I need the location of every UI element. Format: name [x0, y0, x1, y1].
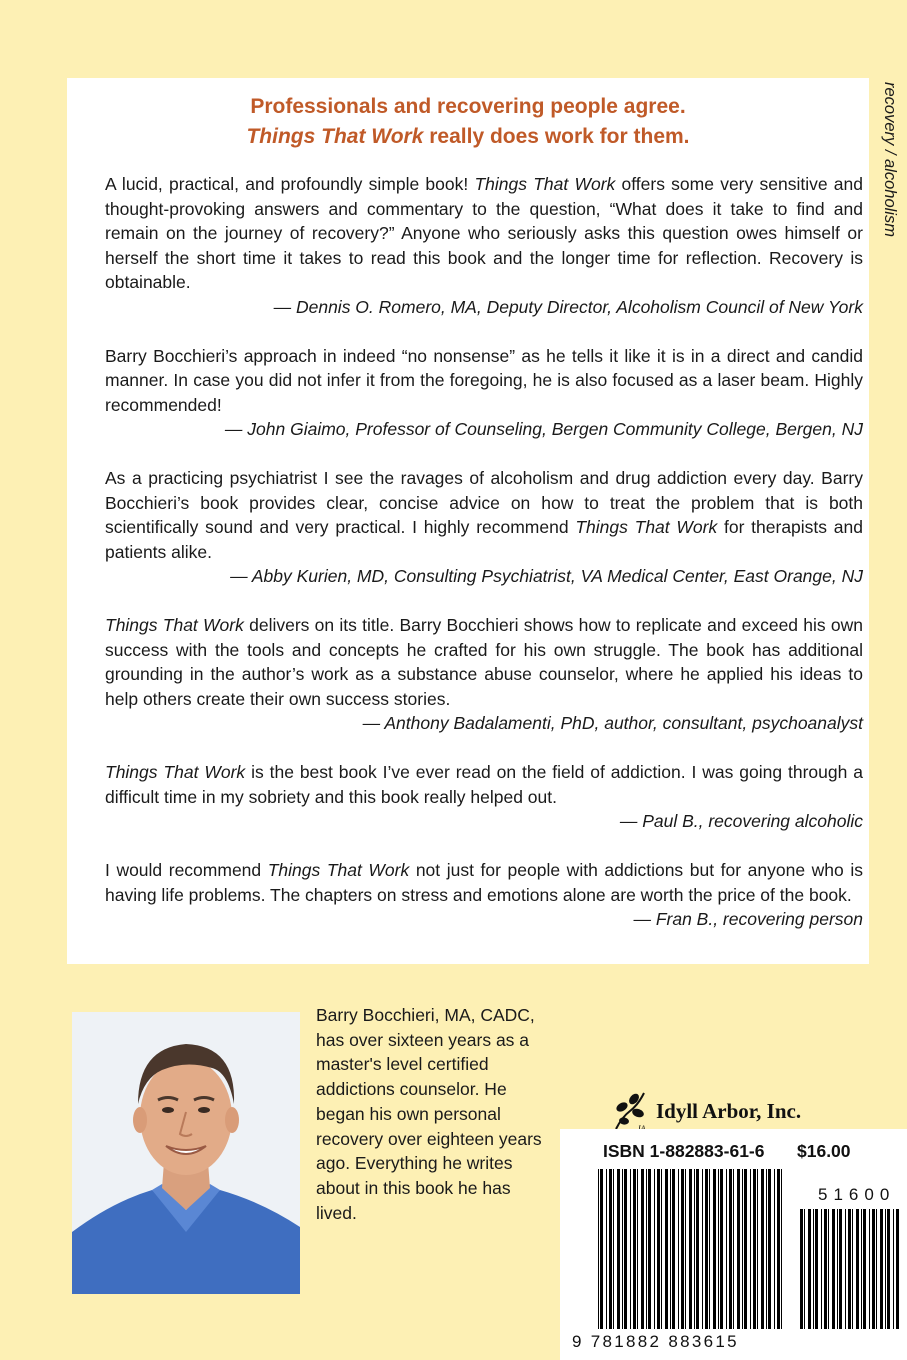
- barcode-bar: [681, 1169, 684, 1329]
- barcode-bar: [852, 1209, 853, 1329]
- barcode-bar: [654, 1169, 655, 1329]
- barcode-bar: [848, 1209, 851, 1329]
- review-text-part: I would recommend: [105, 860, 268, 880]
- headline-line-1: Professionals and recovering people agree.: [250, 95, 686, 118]
- barcode-bar: [887, 1209, 890, 1329]
- barcode-bar: [702, 1169, 703, 1329]
- addon-digits: 51600: [818, 1185, 896, 1204]
- barcode-bar: [713, 1169, 716, 1329]
- review-text-part: delivers on its title. Barry Bocchieri shows how to replicate and exceed his own success with the tools and concepts he crafted for his own struggle. The book has additional grounding in the author’s work as a substance abuse counselor, where he applied his ideas to help others create their own success stories.: [105, 615, 863, 709]
- barcode-bar: [744, 1169, 747, 1329]
- barcode-bar: [606, 1169, 607, 1329]
- author-photo: [72, 1012, 300, 1294]
- review-attribution: — Dennis O. Romero, MA, Deputy Director, Alcoholism Council of New York: [273, 296, 863, 317]
- isbn-number: ISBN 1-882883-61-6: [603, 1141, 765, 1161]
- review-quote: [105, 858, 863, 932]
- headline: [67, 92, 869, 152]
- barcode-bar: [737, 1169, 740, 1329]
- barcode-bar: [598, 1169, 599, 1329]
- spine-category: recovery / alcoholism: [881, 82, 899, 237]
- review-quote: [105, 344, 863, 442]
- review-quote: [105, 760, 863, 834]
- review-text-part: not just for people with addictions but for anyone who is having life problems. The chapters on stress and emotions alone are worth the price of the book.: [105, 860, 863, 905]
- barcode-bar: [832, 1209, 835, 1329]
- barcode-bar: [872, 1209, 875, 1329]
- review-quotes: [105, 172, 863, 956]
- author-bio: Barry Bocchieri, MA, CADC, has over sixteen years as a master's level certified addictions counselor. He began his own personal recovery over eighteen years ago. Everything he writes about in this book he has lived.: [316, 1005, 542, 1223]
- review-quote: [105, 466, 863, 589]
- headline-line-2: [67, 122, 869, 152]
- review-text: [105, 466, 863, 564]
- review-text-part: As a practicing psychiatrist I see the ravages of alcoholism and drug addiction every day. Barry Bocchieri’s book provides clear, concise advice on how to treat the problem that is both scientifically sound and very practical. I highly recommend: [105, 468, 863, 537]
- barcode-bar: [685, 1169, 686, 1329]
- review-text-part: for therapists and patients alike.: [105, 517, 863, 562]
- barcode-bar: [696, 1169, 699, 1329]
- barcode-bar: [777, 1169, 780, 1329]
- review-text-part: is the best book I’ve ever read on the field of addiction. I was going through a difficult time in my sobriety and this book really helped out.: [105, 762, 863, 807]
- review-attribution: — Fran B., recovering person: [633, 909, 863, 929]
- barcode-bar: [761, 1169, 764, 1329]
- barcode-bar: [781, 1169, 782, 1329]
- review-text-part: A lucid, practical, and profoundly simple book!: [105, 174, 475, 194]
- barcode-bar: [661, 1169, 662, 1329]
- barcode-area: [560, 1129, 907, 1360]
- review-attribution: — Anthony Badalamenti, PhD, author, consultant, psychoanalyst: [362, 713, 863, 733]
- barcode-bar: [863, 1209, 866, 1329]
- barcode-bar: [729, 1169, 732, 1329]
- barcode-bar: [648, 1169, 651, 1329]
- leaf-logo-icon: [612, 1089, 648, 1133]
- barcode-bar: [828, 1209, 829, 1329]
- review-text: [105, 613, 863, 711]
- review-text: [105, 172, 863, 295]
- barcode-bar: [845, 1209, 846, 1329]
- barcode-bar: [678, 1169, 679, 1329]
- barcode-bar: [893, 1209, 894, 1329]
- review-text: [105, 858, 863, 907]
- barcode-bar: [800, 1209, 803, 1329]
- barcode-bar: [766, 1169, 767, 1329]
- review-text: [105, 760, 863, 809]
- barcode-bar: [856, 1209, 859, 1329]
- barcode-bar: [672, 1169, 675, 1329]
- book-title-italic: Things That Work: [267, 860, 410, 880]
- barcode-bar: [694, 1169, 695, 1329]
- barcode-bar: [637, 1169, 638, 1329]
- barcode-bar: [600, 1169, 603, 1329]
- barcode-bar: [689, 1169, 692, 1329]
- barcode-bar: [613, 1169, 614, 1329]
- barcode-bar: [815, 1209, 818, 1329]
- barcode-bar: [641, 1169, 644, 1329]
- barcode-bar: [774, 1169, 775, 1329]
- review-text: [105, 344, 863, 418]
- barcode-bar: [705, 1169, 708, 1329]
- barcode-bar: [869, 1209, 870, 1329]
- book-title-italic: Things That Work: [105, 615, 244, 635]
- barcode-bar: [630, 1169, 631, 1329]
- book-title-italic: Things That Work: [474, 174, 616, 194]
- barcode-bar: [839, 1209, 842, 1329]
- review-attribution: — Abby Kurien, MD, Consulting Psychiatrist, VA Medical Center, East Orange, NJ: [230, 566, 863, 586]
- barcode-bar: [646, 1169, 647, 1329]
- barcode-bar: [768, 1169, 771, 1329]
- barcode-bar: [726, 1169, 727, 1329]
- barcode-bar: [624, 1169, 627, 1329]
- barcode-bar: [750, 1169, 751, 1329]
- barcode-bar: [633, 1169, 636, 1329]
- barcode-bar: [861, 1209, 862, 1329]
- barcode-bar: [808, 1209, 811, 1329]
- author-portrait-illustration: [72, 1012, 300, 1294]
- barcode-bar: [824, 1209, 827, 1329]
- barcode-bar: [718, 1169, 719, 1329]
- publisher-name: Idyll Arbor, Inc.: [656, 1098, 802, 1123]
- book-title-italic: Things That Work: [105, 762, 246, 782]
- barcode-bars: [560, 1129, 907, 1360]
- barcode-bar: [896, 1209, 899, 1329]
- price-label: $16.00: [797, 1141, 851, 1161]
- barcode-bar: [742, 1169, 743, 1329]
- review-text-part: Barry Bocchieri’s approach in indeed “no nonsense” as he tells it like it is in a direct and candid manner. In case you did not infer it from the foregoing, he is also focused as a laser beam. Highly recommended!: [105, 345, 863, 415]
- barcode-bar: [876, 1209, 877, 1329]
- review-quote: [105, 172, 863, 319]
- barcode-bar: [885, 1209, 886, 1329]
- review-text-part: offers some very sensitive and thought-provoking answers and commentary to the question, “What does it take to find and remain on the journey of recovery?” Anyone who seriously asks this question owes himself or herself the short time it takes to read this book and the longer time for reflection. Recovery is obtainable.: [105, 174, 863, 292]
- barcode-bar: [617, 1169, 620, 1329]
- barcode-bar: [670, 1169, 671, 1329]
- barcode-bar: [813, 1209, 814, 1329]
- barcode-bar: [837, 1209, 838, 1329]
- headline-title: Things That Work: [246, 125, 424, 148]
- review-quote: [105, 613, 863, 736]
- barcode-bar: [733, 1169, 734, 1329]
- barcode-bar: [657, 1169, 660, 1329]
- barcode-bar: [757, 1169, 758, 1329]
- barcode-bar: [804, 1209, 805, 1329]
- barcode-bar: [821, 1209, 822, 1329]
- headline-line-2-rest: really does work for them.: [423, 125, 690, 148]
- barcode-bar: [609, 1169, 612, 1329]
- barcode-bar: [622, 1169, 623, 1329]
- book-title-italic: Things That Work: [575, 517, 718, 537]
- barcode-bar: [880, 1209, 883, 1329]
- barcode-bar: [753, 1169, 756, 1329]
- ean-digits: 9 781882 883615: [572, 1332, 739, 1351]
- review-attribution: — Paul B., recovering alcoholic: [619, 811, 863, 831]
- barcode-bar: [665, 1169, 668, 1329]
- review-attribution: — John Giaimo, Professor of Counseling, Bergen Community College, Bergen, NJ: [224, 419, 863, 439]
- barcode-bar: [720, 1169, 723, 1329]
- barcode-bar: [709, 1169, 710, 1329]
